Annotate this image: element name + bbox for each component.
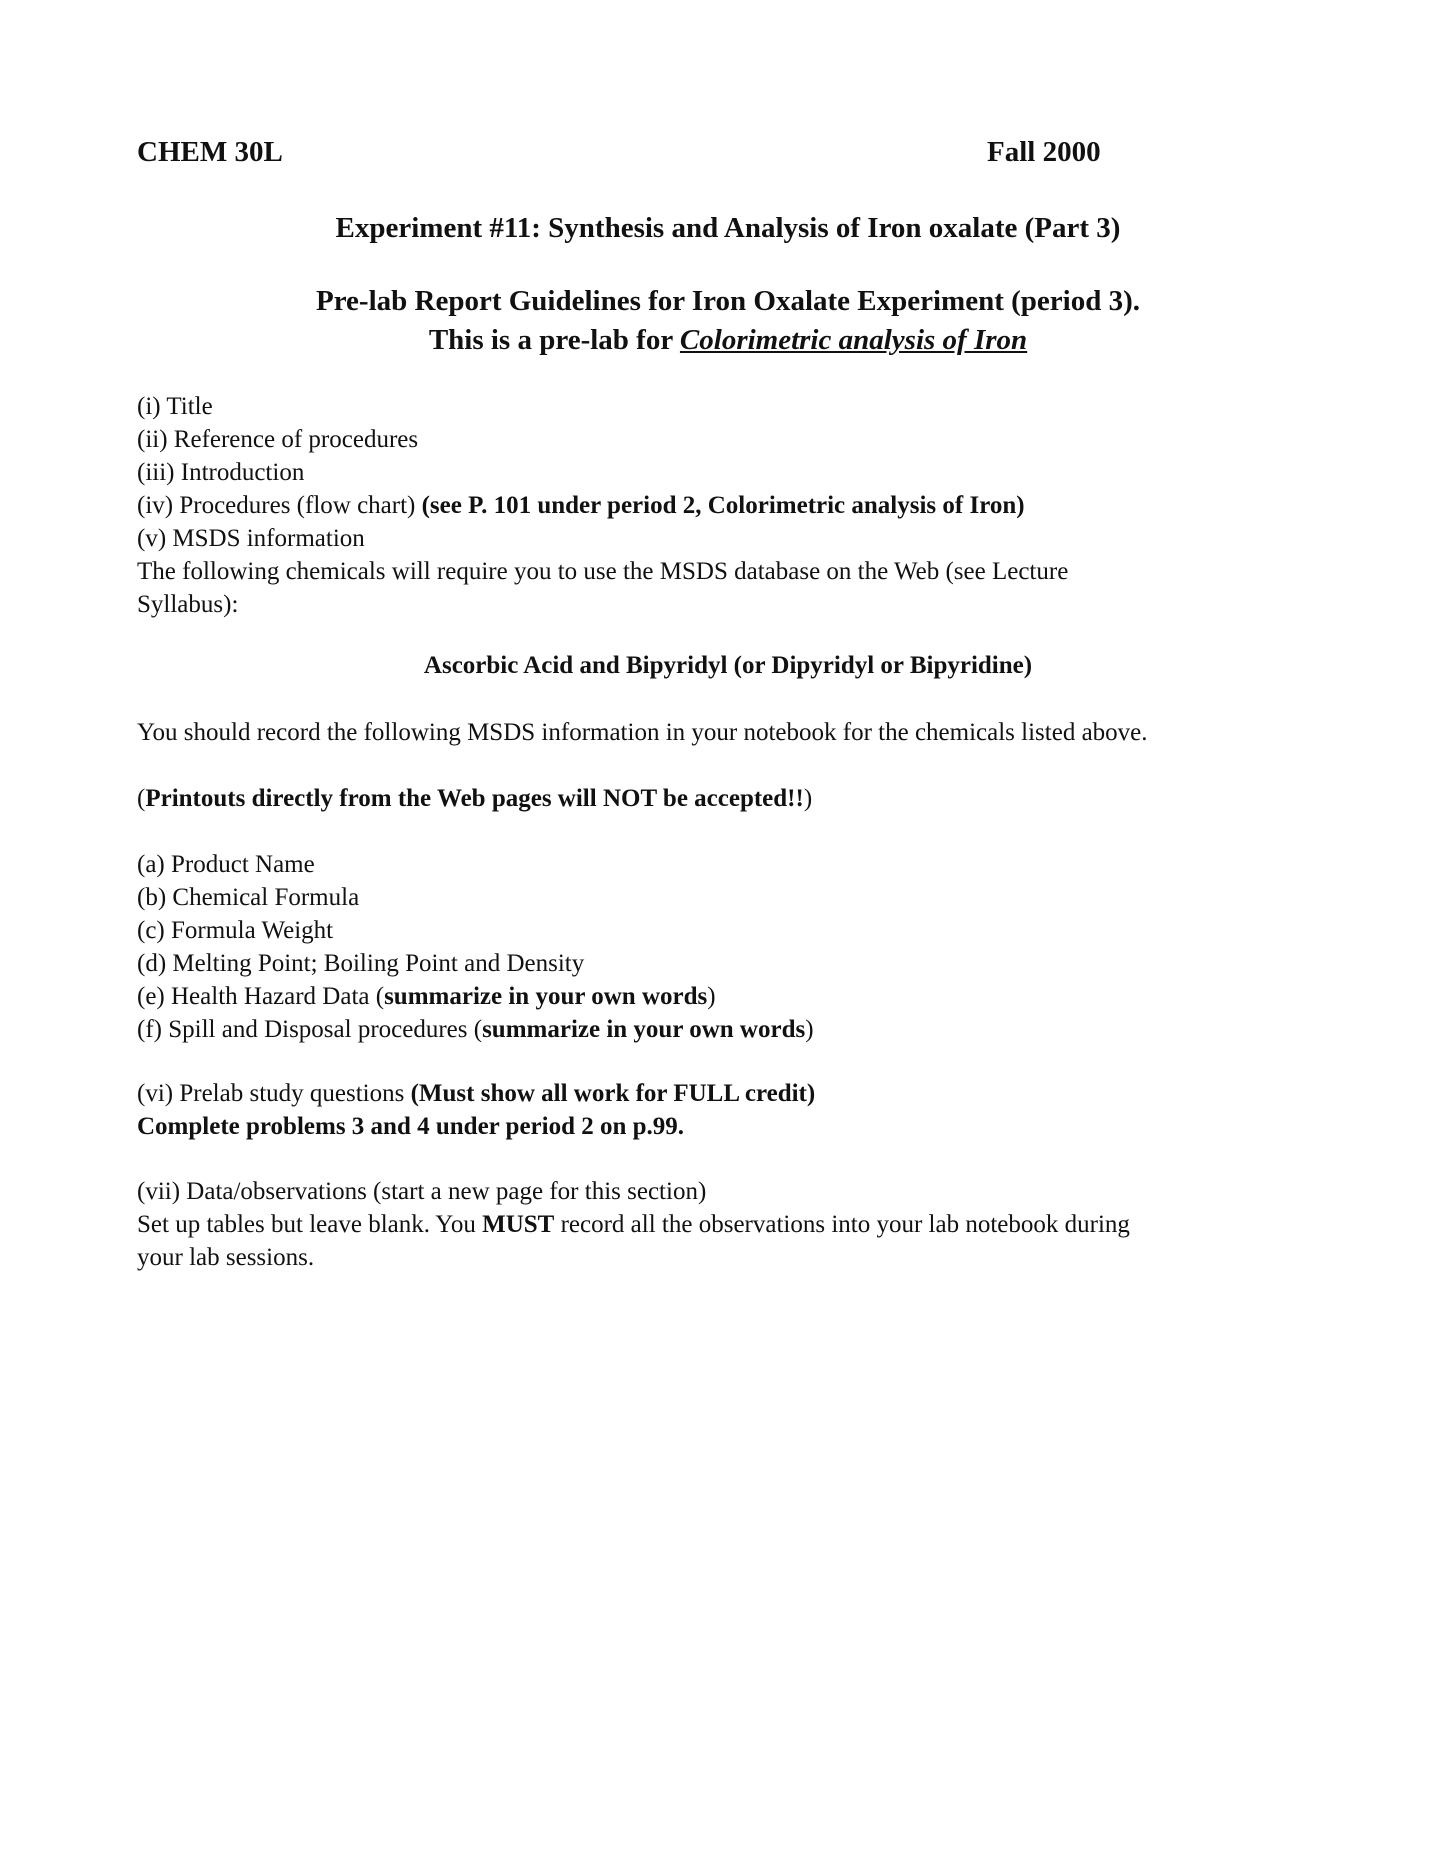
msds-item-d: (d) Melting Point; Boiling Point and Density xyxy=(137,950,585,977)
section-msds: (v) MSDS information xyxy=(137,525,365,552)
msds-item-f-suffix: ) xyxy=(805,1016,814,1043)
prelab-questions xyxy=(137,1077,1287,1143)
printout-note-close: ) xyxy=(803,785,813,812)
msds-item-e-prefix: (e) Health Hazard Data ( xyxy=(137,983,385,1010)
msds-description-line-1: The following chemicals will require you to use the MSDS database on the Web (see Lecture xyxy=(137,558,1069,585)
course-code: CHEM 30L xyxy=(137,136,283,168)
experiment-title: Experiment #11: Synthesis and Analysis of Iron oxalate (Part 3) xyxy=(335,212,1121,244)
prelab-questions-note: (Must show all work for FULL credit) xyxy=(410,1080,816,1107)
msds-description-line-2: Syllabus): xyxy=(137,591,239,618)
section-title: (i) Title xyxy=(137,393,213,420)
msds-item-e-suffix: ) xyxy=(707,983,716,1010)
section-procedures-label: (iv) Procedures (flow chart) xyxy=(137,492,422,519)
prelab-subheading-prefix: This is a pre-lab for xyxy=(428,324,680,356)
data-observations-line-3: your lab sessions. xyxy=(137,1244,315,1271)
data-line2-suffix: record all the observations into your lab notebook during xyxy=(554,1211,1130,1238)
prelab-questions-line-1 xyxy=(137,1077,1287,1110)
msds-item-c: (c) Formula Weight xyxy=(137,917,334,944)
msds-item-a: (a) Product Name xyxy=(137,851,315,878)
prelab-subheading-emphasis: Colorimetric analysis of Iron xyxy=(679,324,1028,356)
msds-item-f-prefix: (f) Spill and Disposal procedures ( xyxy=(137,1016,483,1043)
printout-note xyxy=(137,782,1287,815)
section-procedures xyxy=(137,489,1287,522)
record-instruction-text: You should record the following MSDS information in your notebook for the chemicals listed above. xyxy=(137,719,1148,746)
msds-item-e-bold: summarize in your own words xyxy=(384,983,708,1010)
section-reference: (ii) Reference of procedures xyxy=(137,426,419,453)
msds-item-f-bold: summarize in your own words xyxy=(482,1016,806,1043)
msds-item-e xyxy=(137,980,1287,1013)
msds-item-b: (b) Chemical Formula xyxy=(137,884,360,911)
printout-note-text xyxy=(137,782,1287,815)
prelab-questions-problems: Complete problems 3 and 4 under period 2 on p.99. xyxy=(137,1113,685,1140)
msds-items-list xyxy=(137,848,1287,1046)
prelab-questions-line-2 xyxy=(137,1110,1287,1143)
data-line2-prefix: Set up tables but leave blank. You xyxy=(137,1211,483,1238)
term-label: Fall 2000 xyxy=(987,136,1101,168)
chemicals-line: Ascorbic Acid and Bipyridyl (or Dipyridyl or Bipyridine) xyxy=(423,652,1033,679)
data-observations-title: (vii) Data/observations (start a new page for this section) xyxy=(137,1178,707,1205)
printout-note-bold: Printouts directly from the Web pages will NOT be accepted!! xyxy=(145,785,804,812)
prelab-heading: Pre-lab Report Guidelines for Iron Oxalate Experiment (period 3). xyxy=(315,285,1140,317)
data-observations xyxy=(137,1175,1287,1274)
prelab-subheading xyxy=(0,324,1456,357)
report-sections xyxy=(137,390,1287,621)
prelab-questions-label: (vi) Prelab study questions xyxy=(137,1080,411,1107)
printout-note-open: ( xyxy=(137,785,146,812)
section-procedures-note: (see P. 101 under period 2, Colorimetric analysis of Iron) xyxy=(421,492,1025,519)
data-line2-must: MUST xyxy=(482,1211,555,1238)
msds-item-f xyxy=(137,1013,1287,1046)
data-observations-line-2 xyxy=(137,1208,1287,1241)
record-instruction xyxy=(137,716,1287,749)
section-introduction: (iii) Introduction xyxy=(137,459,305,486)
